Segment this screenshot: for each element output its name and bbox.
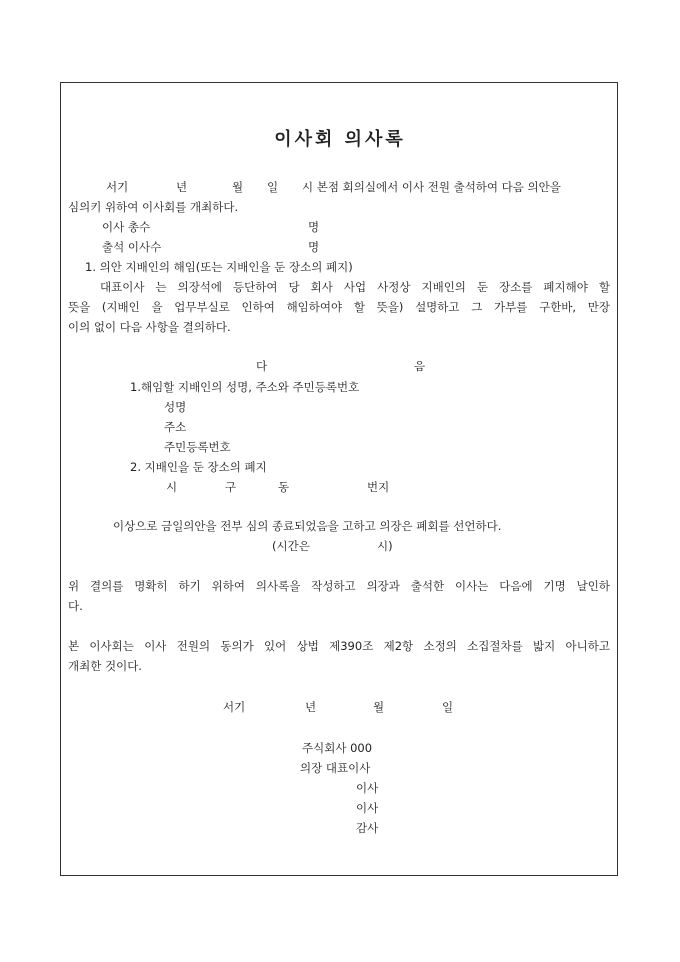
manager-name-label: 성명 <box>164 400 187 414</box>
resolution-heading-right: 음 <box>414 359 426 373</box>
statement1-line1: 위 결의를 명확히 하기 위하여 의사록을 작성하고 의장과 출석한 이사는 다음에 기명 날인하 <box>68 579 610 593</box>
location-beonji: 번지 <box>367 480 390 494</box>
total-directors-label: 이사 총수 <box>102 220 151 234</box>
date-day: 일 <box>442 700 454 714</box>
present-directors-label: 출석 이사수 <box>102 240 162 254</box>
date-year: 년 <box>305 700 317 714</box>
total-directors-unit: 명 <box>308 220 320 234</box>
intro-text: 시 본점 회의실에서 이사 전원 출석하여 다음 의안을 <box>302 180 561 194</box>
resolution-item2: 2. 지배인을 둔 장소의 폐지 <box>130 460 267 474</box>
location-si: 시 <box>166 480 178 494</box>
closing-time-unit: 시) <box>377 539 393 553</box>
intro-day: 일 <box>267 180 279 194</box>
intro-year: 년 <box>176 180 188 194</box>
date-month: 월 <box>373 700 385 714</box>
intro-year-label: 서기 <box>106 180 129 194</box>
signature-chair: 의장 대표이사 <box>300 761 371 775</box>
resolution-item1: 1.해임할 지배인의 성명, 주소와 주민등록번호 <box>130 380 360 394</box>
present-directors-unit: 명 <box>308 240 320 254</box>
statement1-line2: 다. <box>68 599 83 613</box>
manager-rrn-label: 주민등록번호 <box>164 440 231 454</box>
closing-time-label: (시간은 <box>272 539 310 553</box>
resolution-heading-left: 다 <box>256 359 268 373</box>
closing-line: 이상으로 금일의안을 전부 심의 종료되었음을 고하고 의장은 폐회를 선언하다. <box>113 519 502 533</box>
agenda-para-line3: 이의 없이 다음 사항을 결의하다. <box>68 320 231 334</box>
signature-company: 주식회사 000 <box>302 741 373 755</box>
statement2-line1: 본 이사회는 이사 전원의 동의가 있어 상법 제390조 제2항 소정의 소집절차를 밟지 아니하고 <box>68 639 610 653</box>
intro-line2: 심의키 위하여 이사회를 개최하다. <box>68 200 239 214</box>
intro-month: 월 <box>232 180 244 194</box>
location-dong: 동 <box>278 480 290 494</box>
date-year-label: 서기 <box>223 700 246 714</box>
agenda-para-line2: 뜻을 (지배인 을 업무부실로 인하여 해임하여야 할 뜻을) 설명하고 그 가부를 구한바, 만장 <box>68 300 610 314</box>
statement2-line2: 개최한 것이다. <box>68 659 142 673</box>
signature-auditor: 감사 <box>356 821 379 835</box>
agenda-para-line1: 대표이사 는 의장석에 등단하여 당 회사 사업 사정상 지배인의 둔 장소를 폐지해야 할 <box>100 280 610 294</box>
signature-director-1: 이사 <box>356 781 379 795</box>
document-title: 이사회 의사록 <box>274 129 406 150</box>
location-gu: 구 <box>225 480 237 494</box>
agenda-heading: 1. 의안 지배인의 해임(또는 지배인을 둔 장소의 폐지) <box>85 260 353 274</box>
signature-director-2: 이사 <box>356 801 379 815</box>
manager-address-label: 주소 <box>164 420 187 434</box>
